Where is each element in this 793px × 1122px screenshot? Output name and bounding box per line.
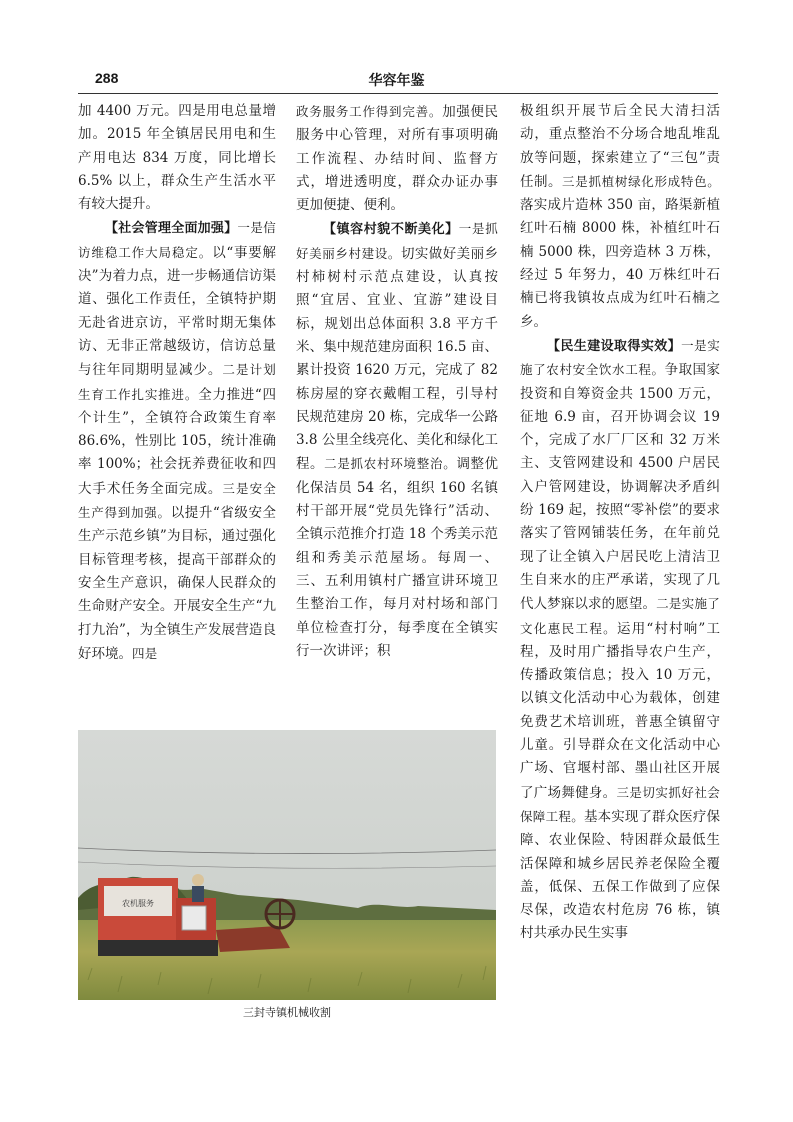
paragraph	[296, 217, 498, 663]
column-2	[296, 100, 498, 663]
section-heading: 【镇容村貌不断美化】	[323, 222, 459, 238]
lead-phrase: 三是切实抓好社会保障工程。	[520, 784, 720, 824]
paragraph-text: 以提升“省级安全生产示范乡镇”为目标，通过强化目标管理考核，提高干部群众的安全生产意识，确保人民群众的生命财产安全。开展安全生产“九打九治”，为全镇生产发展营造良好环境。	[78, 505, 276, 662]
lead-phrase: 四是	[132, 645, 158, 661]
paragraph-text: 落实成片造林 350 亩，路渠新植红叶石楠 8000 株，补植红叶石楠 5000 株，四旁造林 3 万株，经过 5 年努力，40 万株红叶石楠已将我镇妆点成为红叶石楠之乡。	[520, 197, 720, 330]
paragraph-text: 调整优化保洁员 54 名，组织 160 名镇村干部开展“党员先锋行”活动、全镇示范推介打造 18 个秀美示范组和秀美示范屋场。每周一、三、五利用镇村广播宣讲环境卫生整治工作，每月对村场和部门单位检查打分，每季度在全镇实行一次讲评；积	[296, 456, 499, 659]
paragraph-text: 极组织开展节后全民大清扫活动，重点整治不分场合地乱堆乱放等问题，探索建立了“三包”责任制。	[520, 103, 720, 190]
lead-phrase: 二是抓农村环境整治。	[324, 456, 457, 472]
book-title: 华容年鉴	[368, 73, 425, 89]
operator-body	[192, 886, 204, 902]
paragraph	[520, 334, 720, 946]
lead-phrase: 三是安全生产得到加强。	[78, 480, 276, 521]
lead-phrase: 一是抓好美丽乡村建设。	[296, 221, 498, 261]
paragraph-text: 运用“村村响”工程，及时用广播指导农户生产，传播政策信息；投入 10 万元，以镇文化活动中心为载体，创建免费艺术培训班，普惠全镇留守儿童。引导群众在文化活动中心广场、官堰村部、墨山社区开展了广场舞健身。	[520, 620, 720, 801]
harvest-photo	[78, 730, 496, 1000]
lead-phrase: 政务服务工作得到完善。	[296, 104, 443, 119]
section-heading: 【社会管理全面加强】	[105, 221, 238, 237]
harvester-label: 农机服务	[122, 899, 154, 908]
paragraph	[78, 216, 276, 666]
harvester-header	[216, 926, 290, 952]
paragraph	[78, 100, 276, 216]
paragraph	[296, 100, 498, 217]
lead-phrase: 一是实施了农村安全饮水工程。	[520, 337, 720, 378]
paragraph-text: 加 4400 万元。四是用电总量增加。2015 年全镇居民用电和生产用电达 834 万度，同比增长 6.5% 以上，群众生产生活水平有较大提升。	[78, 103, 276, 213]
paragraph-text: 加强便民服务中心管理，对所有事项明确工作流程、办结时间、监督方式，增进透明度，群众办证办事更加便捷、便利。	[296, 104, 499, 214]
header-rule	[78, 93, 718, 94]
paragraph-text: 争取国家投资和自筹资金共 1500 万元，征地 6.9 亩，召开协调会议 19 个，完成了水厂厂区和 32 万米主、支管网建设和 4500 户居民入户管网建设，协调解决矛盾纠纷 169 起，按照“零补偿”的要求落实了管网铺装任务，在年前兑现了让全镇入户居民吃上清洁卫生自来水的庄严承诺，实现了几代人梦寐以求的愿望。	[520, 362, 721, 613]
paragraph-text: 切实做好美丽乡村柿树村示范点建设，认真按照“宜居、宜业、宜游”建设目标，规划出总体面积 3.8 平方千米、集中规范建房面积 16.5 亩、累计投资 1620 万元，完成了 82 栋房屋的穿衣戴帽工程，引导村民规范建房 20 栋，完成华一公路 3.8 公里全线亮化、美化和绿化工程。	[296, 245, 498, 473]
section-heading: 【民生建设取得实效】	[547, 338, 682, 354]
paragraph	[520, 100, 720, 334]
column-1	[78, 100, 276, 666]
photo-caption: 三封寺镇机械收割	[243, 1006, 331, 1019]
paragraph-text: 全力推进“四个计生”，全镇符合政策生育率 86.6%，性别比 105，统计准确率 100%；社会抚养费征收和四大手术任务全面完成。	[78, 386, 276, 497]
harvester-track	[98, 940, 218, 956]
lead-phrase: 一是信访维稳工作大局稳定。	[78, 220, 276, 260]
lead-phrase: 二是实施了文化惠民工程。	[520, 596, 720, 636]
paragraph-text: 以“事要解决”为着力点，进一步畅通信访渠道、强化工作责任，全镇特护期无赴省进京访，平常时期无集体访、无非正常越级访，信访总量与往年同期明显减少。	[78, 244, 276, 379]
column-3	[520, 100, 720, 946]
lead-phrase: 三是抓植树绿化形成特色。	[562, 173, 721, 189]
paragraph-text: 基本实现了群众医疗保障、农业保险、特困群众最低生活保障和城乡居民养老保险全覆盖，低保、五保工作做到了应保尽保，改造农村危房 76 栋，镇村共承办民生实事	[520, 808, 720, 942]
lead-phrase: 二是计划生育工作扎实推进。	[78, 362, 276, 402]
operator-head	[192, 874, 204, 886]
harvest-illustration	[78, 730, 496, 1000]
cab-window	[182, 906, 206, 930]
page-number: 288	[95, 70, 119, 86]
